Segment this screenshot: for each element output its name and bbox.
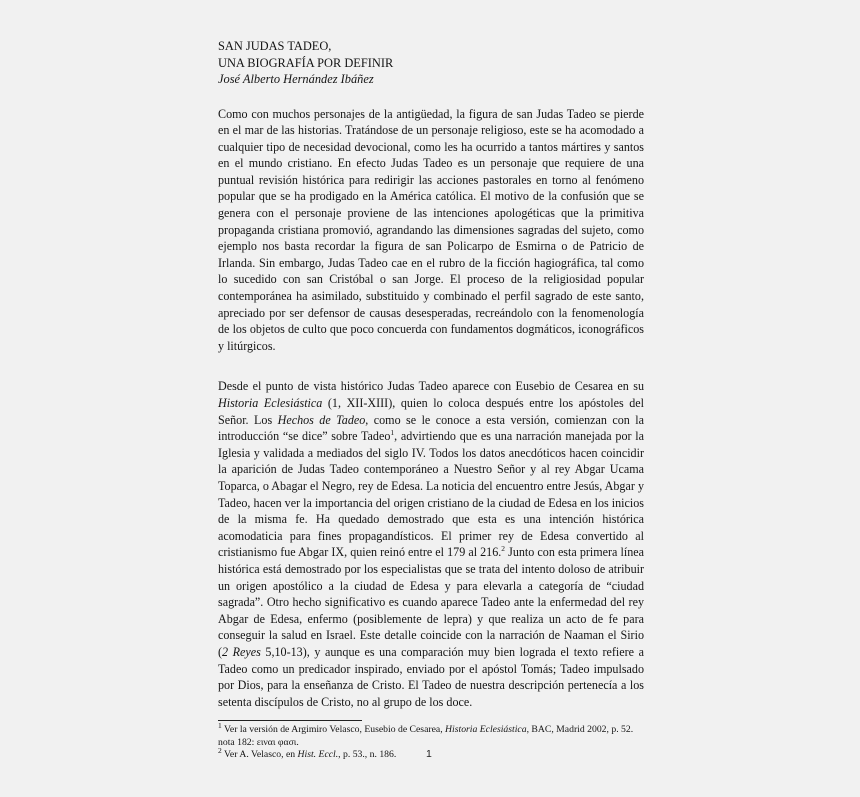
footnote-2-text-c: , p. 53., n. 186. [338, 749, 397, 761]
p2-text-c: (1, XII-XIII), quien lo coloca después entre los apóstoles del Señor. Los [218, 396, 644, 427]
footnote-1 [218, 721, 644, 749]
footnote-divider [218, 720, 362, 721]
p2-text-g: Junto con esta primera línea histórica está demostrado por los especialistas que se trata del intento doloso de atribuir un origen apostólico a la ciudad de Edesa y para elevarla a categoría de “ciudad sagrada”. Otro hecho significativo es cuando aparece Tadeo ante la enfermedad del rey Abgar de Edesa, enfermo (posiblemente de lepra) y que realiza un acto de fe para conseguir la salud en Israel. Este detalle coincide con la narración de Naaman el Sirio ( [218, 545, 644, 659]
p2-text-f: , advirtiendo que es una narración manejada por la Iglesia y validada a mediados del siglo IV. Todos los datos anecdóticos hacen coincidir la aparición de Judas Tadeo contemporáneo a Nuestro Señor y al rey Abgar Ucama Toparca, o Abagar el Negro, rey de Edesa. La noticia del encuentro entre Jesús, Abgar y Tadeo, hacen ver la importancia del origen cristiano de la ciudad de Edesa en los inicios de la misma fe. Ha quedado demostrado que esta es una intención histórica acomodaticia para fines propagandísticos. El primer rey de Edesa convertido al cristianismo fue Abgar IX, quien reinó entre el 179 al 216. [218, 429, 644, 560]
footnote-2-text-a: Ver A. Velasco, en [221, 749, 298, 761]
footnote-1-text-c: , BAC, Madrid 2002, p. 52. nota 182: ειναι φασι. [218, 724, 634, 748]
p2-text-i: 5,10-13), y aunque es una comparación muy bien lograda el texto refiere a Tadeo como un predicador inspirado, enviado por el apóstol Tomás; Tadeo impulsado por Dios, para la enseñanza de Cristo. El Tadeo de nuestra descripción pertenecía a los setenta discípulos de Cristo, no al grupo de los doce. [218, 644, 644, 709]
author-name: José Alberto Hernández Ibáñez [218, 72, 374, 86]
page-content [218, 38, 644, 762]
title-line-2: UNA BIOGRAFÍA POR DEFINIR [218, 55, 394, 70]
footnote-1-number: 1 [218, 721, 222, 731]
footnote-1-text-a: Ver la versión de Argimiro Velasco, Eusebio de Cesarea, [221, 724, 446, 736]
p2-text-a: Desde el punto de vista histórico Judas Tadeo aparece con Eusebio de Cesarea en su [218, 379, 644, 394]
title-line-1: SAN JUDAS TADEO, [218, 39, 332, 53]
paragraph-2 [218, 378, 644, 710]
footnote-ref-2[interactable]: 2 [501, 544, 506, 554]
p2-italic-hechos: Hechos de Tadeo [277, 412, 366, 427]
footnote-ref-1[interactable]: 1 [390, 428, 395, 438]
p2-italic-reyes: 2 Reyes [222, 644, 261, 659]
p2-text-e: , como se le conoce a esta versión, comienzan con la introducción “se dice” sobre Tadeo [218, 412, 644, 444]
page-number: 1 [426, 748, 432, 760]
footnote-2-italic: Hist. Eccl. [297, 749, 339, 761]
footnote-1-italic: Historia Eclesiástica [445, 724, 527, 736]
footnote-2-number: 2 [218, 746, 222, 756]
paragraph-1: Como con muchos personajes de la antigüedad, la figura de san Judas Tadeo se pierde en el mar de las historias. Tratándose de un personaje religioso, este se ha acomodado a cualquier tipo de necesidad devocional, como les ha ocurrido a tantos mártires y santos en el mundo cristiano. En efecto Judas Tadeo es un personaje que requiere de una puntual revisión histórica para redirigir las acciones pastorales en torno al fenómeno popular que se ha prodigado en la América católica. El motivo de la confusión que se genera con el personaje proviene de las intenciones apologéticas que la primitiva propaganda cristiana promovió, agrandando las dimensiones sagradas del sujeto, como ejemplo nos basta recordar la figura de san Policarpo de Esmirna o de Patricio de Irlanda. Sin embargo, Judas Tadeo cae en el rubro de la ficción hagiográfica, tal como lo sucedido con san Cristóbal o san Jorge. El proceso de la religiosidad popular contemporánea ha asimilado, substituido y combinado el perfil sagrado de este santo, apreciado por ser defensor de causas desesperadas, recreándolo con la fenomenología de los objetos de culto que poco concuerda con fundamentos dogmáticos, iconográficos y litúrgicos. [218, 106, 644, 353]
p2-italic-historia: Historia Eclesiástica [218, 396, 323, 410]
